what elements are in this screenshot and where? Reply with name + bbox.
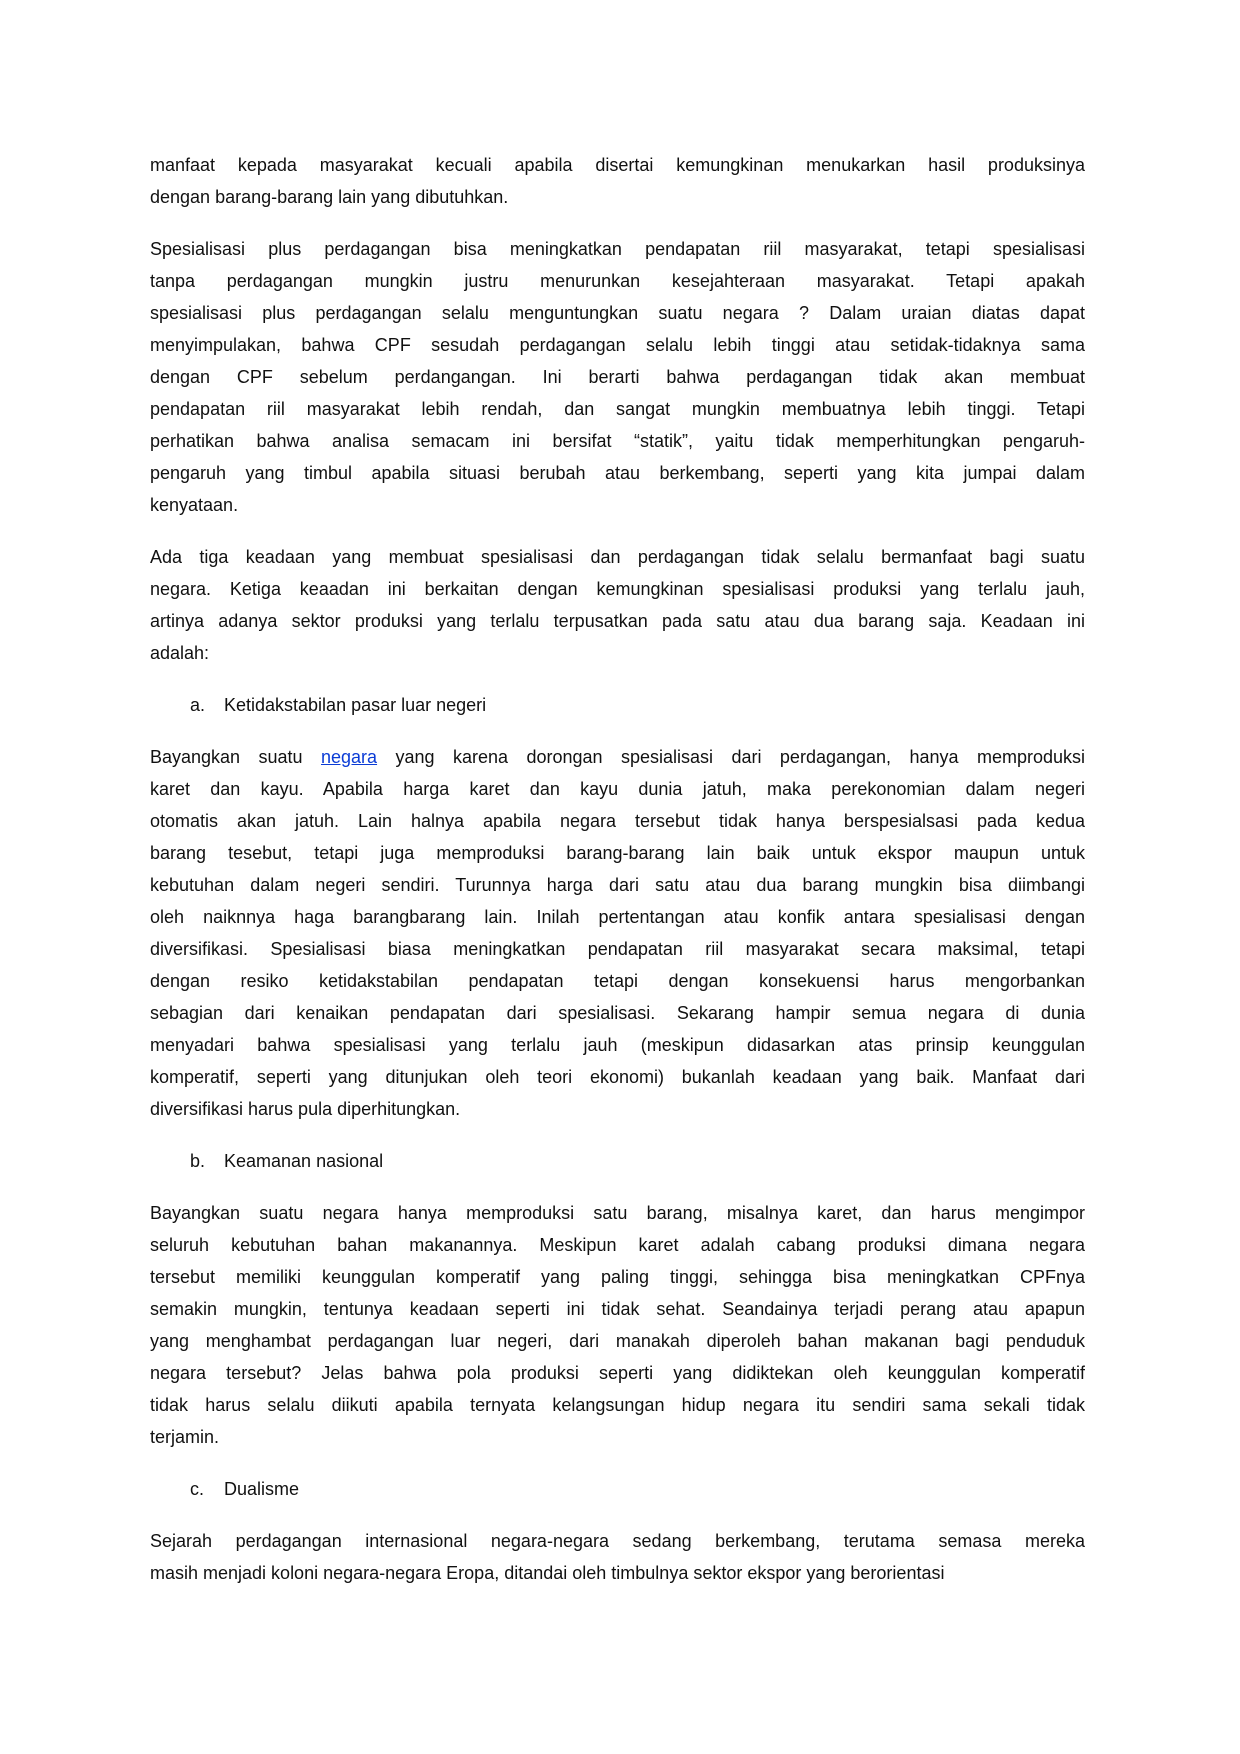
list-item-text: Keamanan nasional [224, 1151, 384, 1171]
text-line: negara. Ketiga keaadan ini berkaitan dengan kemungkinan spesialisasi produksi yang terlalu jauh, [150, 579, 1085, 599]
paragraph [150, 1525, 1085, 1589]
paragraph [150, 541, 1085, 669]
text-line: spesialisasi plus perdagangan selalu menguntungkan suatu negara ? Dalam uraian diatas dapat [150, 303, 1085, 323]
text-line: menyimpulakan, bahwa CPF sesudah perdagangan selalu lebih tinggi atau setidak-tidaknya sama [150, 335, 1085, 355]
text-line: seluruh kebutuhan bahan makanannya. Meskipun karet adalah cabang produksi dimana negara [150, 1235, 1085, 1255]
text-line: Spesialisasi plus perdagangan bisa meningkatkan pendapatan riil masyarakat, tetapi spesialisasi [150, 239, 1085, 259]
text-line: kebutuhan dalam negeri sendiri. Turunnya harga dari satu atau dua barang mungkin bisa diimbangi [150, 875, 1085, 895]
text-line: semakin mungkin, tentunya keadaan seperti ini tidak sehat. Seandainya terjadi perang atau apapun [150, 1299, 1085, 1319]
text-line: dengan resiko ketidakstabilan pendapatan tetapi dengan konsekuensi harus mengorbankan [150, 971, 1085, 991]
text-line: yang menghambat perdagangan luar negeri, dari manakah diperoleh bahan makanan bagi penduduk [150, 1331, 1085, 1351]
list-item [150, 1473, 1085, 1505]
text-line: komperatif, seperti yang ditunjukan oleh teori ekonomi) bukanlah keadaan yang baik. Manfaat dari [150, 1067, 1085, 1087]
text-line: perhatikan bahwa analisa semacam ini bersifat “statik”, yaitu tidak memperhitungkan pengaruh- [150, 431, 1085, 451]
text-segment: Bayangkan suatu [150, 747, 321, 767]
text-line: tidak harus selalu diikuti apabila ternyata kelangsungan hidup negara itu sendiri sama sekali tidak [150, 1395, 1085, 1415]
text-line: tanpa perdagangan mungkin justru menurunkan kesejahteraan masyarakat. Tetapi apakah [150, 271, 1085, 291]
paragraph [150, 1197, 1085, 1453]
document-page [150, 149, 1085, 1609]
text-line: oleh naiknnya haga barangbarang lain. Inilah pertentangan atau konfik antara spesialisasi dengan [150, 907, 1085, 927]
text-line: pengaruh yang timbul apabila situasi berubah atau berkembang, seperti yang kita jumpai dalam [150, 463, 1085, 483]
paragraph [150, 149, 1085, 213]
text-line: masih menjadi koloni negara-negara Eropa, ditandai oleh timbulnya sektor ekspor yang berorientasi [150, 1563, 945, 1583]
list-item-text: Dualisme [224, 1479, 300, 1499]
text-line: sebagian dari kenaikan pendapatan dari spesialisasi. Sekarang hampir semua negara di dunia [150, 1003, 1085, 1023]
list-item [150, 1145, 1085, 1177]
text-line: Ada tiga keadaan yang membuat spesialisasi dan perdagangan tidak selalu bermanfaat bagi suatu [150, 547, 1085, 567]
paragraph [150, 233, 1085, 521]
text-line: tersebut memiliki keunggulan komperatif yang paling tinggi, sehingga bisa meningkatkan CPFnya [150, 1267, 1085, 1287]
text-line: adalah: [150, 643, 210, 663]
text-line: barang tesebut, tetapi juga memproduksi barang-barang lain baik untuk ekspor maupun untuk [150, 843, 1085, 863]
text-line: diversifikasi harus pula diperhitungkan. [150, 1099, 461, 1119]
list-marker: a. [190, 695, 206, 715]
text-line: karet dan kayu. Apabila harga karet dan kayu dunia jatuh, maka perekonomian dalam negeri [150, 779, 1085, 799]
text-line: kenyataan. [150, 495, 239, 515]
text-segment: yang karena dorongan spesialisasi dari perdagangan, hanya memproduksi [377, 747, 1085, 767]
text-line: dengan barang-barang lain yang dibutuhkan. [150, 187, 509, 207]
text-line: Sejarah perdagangan internasional negara-negara sedang berkembang, terutama semasa mereka [150, 1531, 1085, 1551]
list-item [150, 689, 1085, 721]
text-line: menyadari bahwa spesialisasi yang terlalu jauh (meskipun didasarkan atas prinsip keunggulan [150, 1035, 1085, 1055]
list-marker: c. [190, 1479, 205, 1499]
list-marker: b. [190, 1151, 206, 1171]
paragraph [150, 741, 1085, 1125]
text-line: otomatis akan jatuh. Lain halnya apabila negara tersebut tidak hanya berspesialsasi pada kedua [150, 811, 1085, 831]
negara-link[interactable]: negara [321, 747, 378, 767]
text-line: diversifikasi. Spesialisasi biasa meningkatkan pendapatan riil masyarakat secara maksimal, tetapi [150, 939, 1085, 959]
text-line: Bayangkan suatu negara hanya memproduksi satu barang, misalnya karet, dan harus mengimpor [150, 1203, 1085, 1223]
text-line: negara tersebut? Jelas bahwa pola produksi seperti yang didiktekan oleh keunggulan komperatif [150, 1363, 1085, 1383]
text-line: dengan CPF sebelum perdangangan. Ini berarti bahwa perdagangan tidak akan membuat [150, 367, 1085, 387]
text-line: terjamin. [150, 1427, 220, 1447]
text-line: artinya adanya sektor produksi yang terlalu terpusatkan pada satu atau dua barang saja. Keadaan ini [150, 611, 1085, 631]
list-item-text: Ketidakstabilan pasar luar negeri [224, 695, 487, 715]
text-line: pendapatan riil masyarakat lebih rendah, dan sangat mungkin membuatnya lebih tinggi. Tetapi [150, 399, 1085, 419]
text-line: manfaat kepada masyarakat kecuali apabila disertai kemungkinan menukarkan hasil produksinya [150, 155, 1085, 175]
text-line [150, 741, 1085, 773]
